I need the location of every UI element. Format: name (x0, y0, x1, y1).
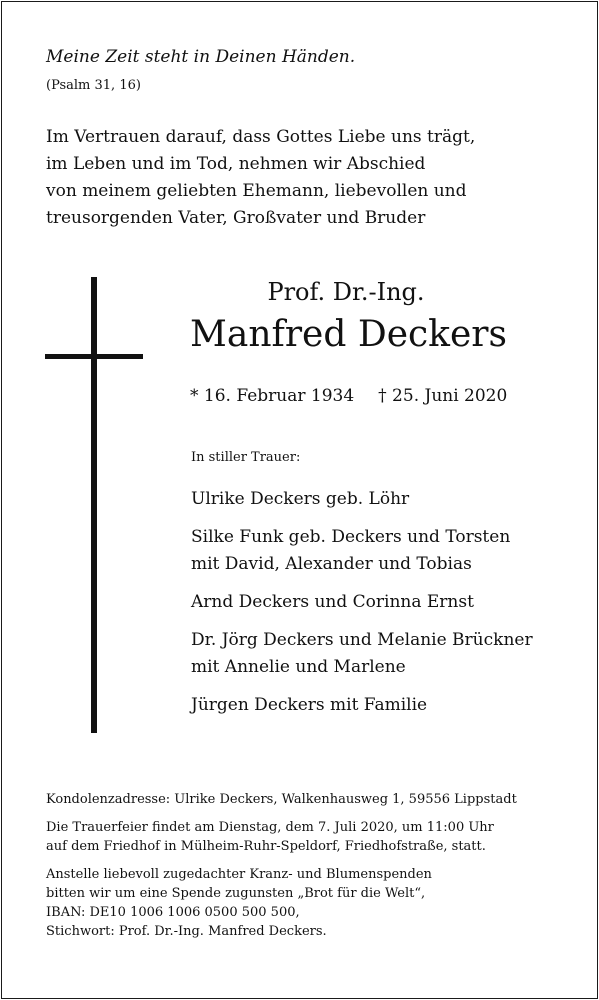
birth-date: * 16. Februar 1934 (190, 386, 355, 406)
cross-icon (91, 277, 97, 733)
mourner-entry (191, 692, 533, 719)
intro-line: treusorgenden Vater, Großvater und Bruder (46, 208, 426, 228)
intro-line: von meinem geliebten Ehemann, liebevollen und (46, 181, 467, 201)
footer-line: Anstelle liebevoll zugedachter Kranz- und Blumenspenden (46, 867, 432, 882)
mourner-line: mit David, Alexander und Tobias (191, 554, 472, 574)
mourner-line: Silke Funk geb. Deckers und Torsten (191, 527, 511, 547)
mourner-entry (191, 627, 533, 681)
ceremony-info (46, 818, 517, 856)
mourner-line: Jürgen Deckers mit Familie (191, 695, 428, 715)
mourner-line: mit Annelie und Marlene (191, 657, 406, 677)
footer-line: bitten wir um eine Spende zugunsten „Brot für die Welt“, (46, 886, 426, 901)
footer-info (46, 790, 517, 950)
intro-text (46, 124, 475, 232)
mourner-entry (191, 589, 533, 616)
footer-line: auf dem Friedhof in Mülheim-Ruhr-Speldorf, Friedhofstraße, statt. (46, 839, 486, 854)
mourner-line: Dr. Jörg Deckers und Melanie Brückner (191, 630, 533, 650)
footer-line: Kondolenzadresse: Ulrike Deckers, Walkenhausweg 1, 59556 Lippstadt (46, 792, 517, 807)
deceased-title (190, 277, 507, 359)
mourner-line: Ulrike Deckers geb. Löhr (191, 489, 410, 509)
footer-line: IBAN: DE10 1006 1006 0500 500 500, (46, 905, 300, 920)
mourners-list (191, 486, 533, 730)
mourning-intro: In stiller Trauer: (191, 450, 301, 465)
life-dates (190, 386, 507, 406)
motto-verse: Meine Zeit steht in Deinen Händen. (46, 47, 356, 67)
donation-info (46, 865, 517, 941)
intro-line: Im Vertrauen darauf, dass Gottes Liebe uns trägt, (46, 127, 476, 147)
death-date: † 25. Juni 2020 (378, 386, 508, 406)
footer-line: Die Trauerfeier findet am Dienstag, dem 7. Juli 2020, um 11:00 Uhr (46, 820, 494, 835)
academic-title: Prof. Dr.-Ing. (267, 278, 425, 306)
footer-line: Stichwort: Prof. Dr.-Ing. Manfred Deckers. (46, 924, 327, 939)
intro-line: im Leben und im Tod, nehmen wir Abschied (46, 154, 426, 174)
cross-icon-bar (45, 354, 143, 359)
mourner-entry (191, 524, 533, 578)
mourner-line: Arnd Deckers und Corinna Ernst (191, 592, 474, 612)
mourner-entry (191, 486, 533, 513)
psalm-reference: (Psalm 31, 16) (46, 78, 141, 93)
condolence-address (46, 790, 517, 809)
deceased-name: Manfred Deckers (190, 314, 507, 355)
